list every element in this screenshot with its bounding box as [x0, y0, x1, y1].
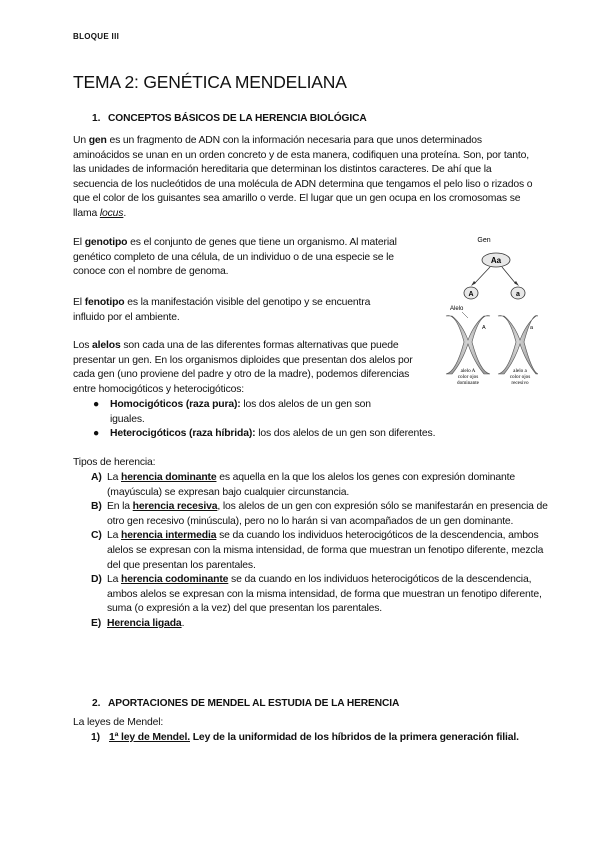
genotype-figure	[438, 232, 538, 392]
tipos-herencia-list	[91, 471, 551, 632]
ley-1-link[interactable]: 1ª ley de Mendel.	[109, 732, 190, 743]
term-herencia-intermedia: herencia intermedia	[121, 530, 217, 542]
term-genotipo: genotipo	[84, 237, 128, 248]
section-2-heading	[92, 698, 399, 709]
section-1-heading	[92, 113, 367, 124]
arrow-head-left	[471, 281, 476, 286]
bullet-list	[91, 398, 511, 442]
list-item: 1) 1ª ley de Mendel. Ley de la uniformidad de los híbridos de la primera generación filial.	[91, 732, 519, 743]
section-2-number: 2.	[92, 698, 101, 709]
term-herencia-codominante: herencia codominante	[121, 574, 229, 586]
alelo-pointer	[462, 312, 468, 318]
section-1-number: 1.	[92, 113, 101, 124]
list-item: D) La herencia codominante se da cuando en los individuos heterocigóticos de la descendencia, ambos alelos se expresan con la misma intensidad, de forma que muestran un fenotipo diferente, suma (o expresión a la vez) del que presentan los parentales.	[91, 574, 542, 615]
figure-alelo-label: Alelo	[450, 306, 464, 312]
arrow-head-right	[514, 281, 519, 286]
leyes-intro: La leyes de Mendel:	[73, 717, 164, 728]
paragraph-fenotipo: El fenotipo es la manifestación visible del genotipo y se encuentra influido por el ambiente.	[73, 297, 371, 323]
paragraph-genotipo: El genotipo es el conjunto de genes que tiene un organismo. Al material genético completo de una célula, de un individuo o de una especie se le conoce con el nombre de genoma.	[73, 237, 397, 278]
list-item: E) Herencia ligada.	[91, 617, 185, 629]
leyes-list	[91, 731, 541, 746]
list-item: ● Heterocigóticos (raza híbrida): los dos alelos de un gen son diferentes.	[91, 427, 511, 442]
term-homocigoticos: Homocigóticos (raza pura):	[110, 399, 241, 410]
figure-gen-label: Gen	[477, 237, 491, 244]
figure-allele-right: a	[516, 291, 520, 298]
list-item: B) En la herencia recesiva, los alelos de un gen con expresión sólo se manifestarán en presencia de otro gen recesivo (minúscula), pero no lo harán si van acompañados de un gen dominante.	[91, 501, 548, 527]
section-1-title: CONCEPTOS BÁSICOS DE LA HERENCIA BIOLÓGICA	[108, 113, 367, 124]
figure-allele-left: A	[468, 291, 474, 298]
bullet-dot: ●	[93, 399, 100, 410]
list-item: A) La herencia dominante es aquella en la que los alelos los genes con expresión dominante (mayúscula) se expresan bajo cualquier circunstancia.	[91, 472, 516, 498]
caption-left-3: dominante	[457, 380, 479, 386]
figure-genotype: Aa	[490, 256, 502, 265]
caption-right-3: recesivo	[511, 380, 529, 386]
caption-left-1: alelo A	[460, 368, 476, 374]
term-herencia-recesiva: herencia recesiva	[132, 501, 218, 513]
term-alelos: alelos	[92, 340, 121, 351]
term-heterocigoticos: Heterocigóticos (raza híbrida):	[110, 428, 256, 440]
term-herencia-ligada: Herencia ligada	[107, 617, 182, 629]
bullet-dot: ●	[93, 428, 100, 440]
term-gen: gen	[88, 135, 107, 146]
bloque-label: BLOQUE III	[73, 32, 120, 41]
caption-right-2: color ojos	[509, 374, 531, 380]
caption-left-2: color ojos	[457, 374, 479, 380]
chrom-marker-left: A	[482, 325, 486, 331]
paragraph-gen: Un gen es un fragmento de ADN con la información necesaria para que unos determinados aminoácidos se unan en un orden concreto y de esta manera, codifiquen una proteína. Son, por tanto, las unidades de información hereditaria que determinan los distintos caracteres. De ahí que la secuencia de los nucleótidos de una molécula de ADN determina que tengamos el pelo liso o rizados o que el color de los guisantes sea amarillo o verde. El lugar que un gen ocupa en los cromosomas se llama locus.	[73, 135, 533, 219]
term-locus: locus	[99, 207, 124, 219]
list-item: ● Homocigóticos (raza pura): los dos alelos de un gen son iguales.	[93, 399, 371, 425]
arrow-line-right	[502, 267, 516, 284]
caption-right-1: alelo a	[513, 368, 527, 374]
arrow-line-left	[474, 267, 490, 284]
term-fenotipo: fenotipo	[84, 297, 125, 308]
term-herencia-dominante: herencia dominante	[121, 472, 217, 483]
section-2-title: APORTACIONES DE MENDEL AL ESTUDIA DE LA HERENCIA	[108, 698, 400, 709]
paragraph-alelos: Los alelos son cada una de las diferentes formas alternativas que puede presentar un gen. En los organismos diploides que presentan dos alelos por cada gen (uno proviene del padre y otro de la madre), podemos diferencias entre homocigóticos y heterocigóticos:	[73, 340, 413, 395]
page-title: TEMA 2: GENÉTICA MENDELIANA	[73, 72, 347, 92]
tipos-herencia-label: Tipos de herencia:	[73, 457, 156, 468]
chrom-marker-right: a	[530, 325, 534, 331]
list-item: C) La herencia intermedia se da cuando los individuos heterocigóticos de la descendencia, ambos alelos se expresan con la misma intensidad, de forma que muestran un fenotipo diferente, mezcla del que presentan los parentales.	[91, 530, 544, 571]
